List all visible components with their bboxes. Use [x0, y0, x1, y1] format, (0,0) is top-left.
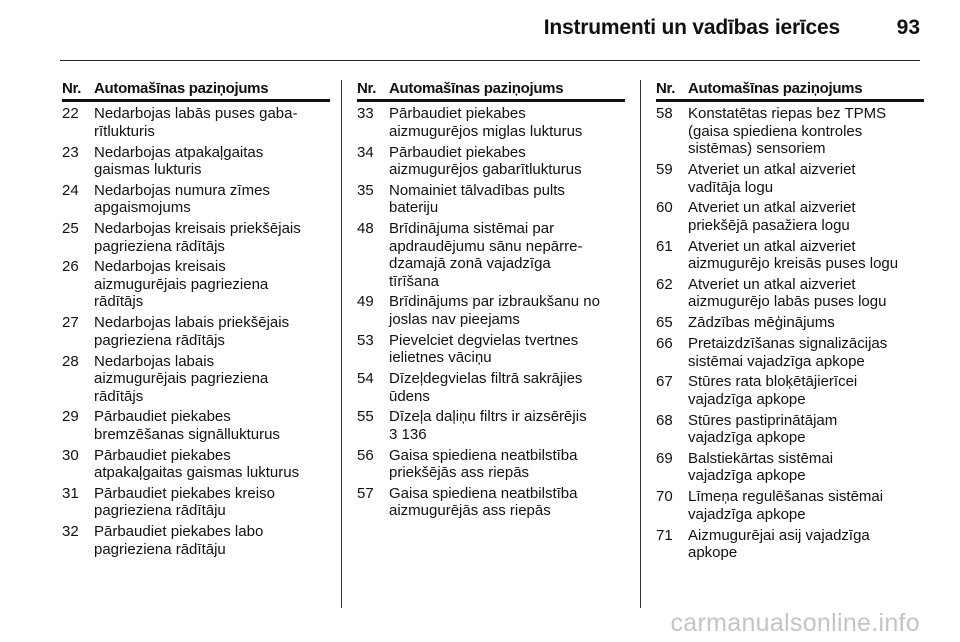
message-number: 56 — [357, 446, 374, 464]
table-header — [357, 80, 625, 102]
table-row — [656, 161, 924, 196]
table-row — [62, 447, 330, 482]
table-row — [656, 199, 924, 234]
message-number: 59 — [656, 161, 673, 179]
message-number: 61 — [656, 237, 673, 255]
message-text: Pārbaudiet piekabes kreiso pagrieziena rādītāju — [94, 484, 275, 520]
message-text: Nedarbojas numura zīmes apgaismojums — [94, 181, 270, 217]
message-number: 26 — [62, 258, 79, 276]
message-number: 71 — [656, 526, 673, 544]
message-text: Līmeņa regulēšanas sistēmai vajadzīga apkope — [688, 488, 884, 523]
message-text: Atveriet un atkal aizveriet vadītāja logu — [688, 161, 856, 196]
message-text: Nedarbojas atpakaļgaitas gaismas lukturis — [94, 143, 264, 179]
message-number: 54 — [357, 370, 374, 388]
message-number: 69 — [656, 449, 673, 467]
message-number: 67 — [656, 373, 673, 391]
message-table-column-3 — [656, 80, 924, 562]
table-row — [656, 527, 924, 562]
table-row — [357, 144, 625, 179]
message-text: Aizmugurējai asij vajadzīga apkope — [688, 526, 870, 562]
message-number: 53 — [357, 331, 374, 349]
table-row — [357, 408, 625, 443]
table-row — [62, 182, 330, 217]
message-text: Nomainiet tālvadības pults bateriju — [389, 181, 565, 217]
table-row — [656, 238, 924, 273]
message-number: 58 — [656, 105, 673, 123]
message-number: 55 — [357, 408, 374, 426]
table-row — [656, 276, 924, 311]
table-row — [656, 450, 924, 485]
message-number: 23 — [62, 143, 79, 161]
table-row — [656, 373, 924, 408]
table-row — [62, 485, 330, 520]
message-text: Stūres rata bloķētājierīcei vajadzīga apkope — [688, 373, 858, 408]
message-number: 33 — [357, 105, 374, 123]
message-text: Nedarbojas kreisais aizmugurējais pagrieziena rādītājs — [94, 258, 269, 311]
nr-header: Nr. — [656, 80, 676, 97]
table-row — [656, 105, 924, 158]
message-number: 32 — [62, 523, 79, 541]
message-text: Pretaizdzīšanas signalizācijas sistēmai vajadzīga apkope — [688, 335, 888, 370]
page-title: Instrumenti un vadības ierīces — [543, 16, 840, 39]
page-number: 93 — [896, 16, 920, 39]
message-number: 68 — [656, 411, 673, 429]
message-text: Stūres pastiprinātājam vajadzīga apkope — [688, 411, 838, 447]
column-divider — [640, 80, 641, 608]
message-number: 70 — [656, 488, 673, 506]
header-divider — [60, 60, 920, 61]
message-number: 49 — [357, 293, 374, 311]
message-number: 57 — [357, 484, 374, 502]
message-text: Gaisa spiediena neatbilstība priekšējās ass riepās — [389, 446, 578, 482]
message-text: Pārbaudiet piekabes atpakaļgaitas gaismas lukturus — [94, 446, 300, 482]
message-text: Pārbaudiet piekabes aizmugurējos gabarītlukturus — [389, 143, 582, 179]
message-text: Zādzības mēģinājums — [688, 314, 835, 332]
message-text: Gaisa spiediena neatbilstība aizmugurējās ass riepās — [389, 484, 578, 520]
message-number: 24 — [62, 181, 79, 199]
message-number: 25 — [62, 220, 79, 238]
table-row — [656, 488, 924, 523]
message-table-column-2 — [357, 80, 625, 520]
table-row — [357, 485, 625, 520]
message-text: Atveriet un atkal aizveriet priekšējā pasažiera logu — [688, 199, 856, 234]
message-text: Atveriet un atkal aizveriet aizmugurējo kreisās puses logu — [688, 237, 899, 273]
message-text: Nedarbojas labās puses gaba- rītlukturis — [94, 105, 298, 140]
message-number: 60 — [656, 199, 673, 217]
table-row — [357, 370, 625, 405]
message-text: Pārbaudiet piekabes bremzēšanas signāllukturus — [94, 408, 280, 443]
message-number: 29 — [62, 408, 79, 426]
table-row — [62, 105, 330, 140]
table-row — [357, 105, 625, 140]
message-text: Brīdinājums par izbraukšanu no joslas nav pieejams — [389, 293, 600, 328]
message-text: Dīzeļa daļiņu filtrs ir aizsērējis 3 136 — [389, 408, 587, 443]
table-row — [357, 332, 625, 367]
table-header — [62, 80, 330, 102]
message-number: 30 — [62, 446, 79, 464]
table-row — [62, 314, 330, 349]
message-header: Automašīnas paziņojums — [688, 80, 863, 97]
message-text: Atveriet un atkal aizveriet aizmugurējo labās puses logu — [688, 275, 887, 311]
table-row — [656, 314, 924, 332]
message-number: 65 — [656, 314, 673, 332]
watermark: carmanualsonline.info — [670, 609, 920, 637]
message-number: 28 — [62, 352, 79, 370]
table-row — [62, 220, 330, 255]
message-number: 34 — [357, 143, 374, 161]
message-number: 22 — [62, 105, 79, 123]
table-row — [62, 144, 330, 179]
table-header — [656, 80, 924, 102]
message-table-column-1 — [62, 80, 330, 558]
message-text: Dīzeļdegvielas filtrā sakrājies ūdens — [389, 370, 583, 405]
table-row — [656, 412, 924, 447]
nr-header: Nr. — [62, 80, 82, 97]
message-number: 66 — [656, 335, 673, 353]
message-number: 48 — [357, 220, 374, 238]
column-divider — [341, 80, 342, 608]
nr-header: Nr. — [357, 80, 377, 97]
message-text: Pievelciet degvielas tvertnes ielietnes vāciņu — [389, 331, 579, 367]
message-text: Konstatētas riepas bez TPMS (gaisa spiediena kontroles sistēmas) sensoriem — [688, 105, 887, 158]
message-number: 35 — [357, 181, 374, 199]
table-row — [62, 408, 330, 443]
message-header: Automašīnas paziņojums — [389, 80, 564, 97]
table-row — [656, 335, 924, 370]
message-text: Nedarbojas labais priekšējais pagrieziena rādītājs — [94, 314, 290, 349]
table-row — [62, 353, 330, 406]
table-row — [357, 447, 625, 482]
message-text: Pārbaudiet piekabes aizmugurējos miglas lukturus — [389, 105, 583, 140]
message-text: Nedarbojas labais aizmugurējais pagrieziena rādītājs — [94, 352, 269, 405]
message-text: Brīdinājuma sistēmai par apdraudējumu sānu nepārre- dzamajā zonā vajadzīga tīrīšana — [389, 220, 583, 290]
message-text: Pārbaudiet piekabes labo pagrieziena rādītāju — [94, 523, 264, 558]
table-row — [357, 182, 625, 217]
table-row — [62, 258, 330, 311]
message-number: 31 — [62, 484, 79, 502]
table-row — [357, 293, 625, 328]
table-row — [357, 220, 625, 290]
message-number: 27 — [62, 314, 79, 332]
message-text: Balstiekārtas sistēmai vajadzīga apkope — [688, 449, 834, 485]
table-row — [62, 523, 330, 558]
message-header: Automašīnas paziņojums — [94, 80, 269, 97]
message-text: Nedarbojas kreisais priekšējais pagrieziena rādītājs — [94, 220, 301, 255]
message-number: 62 — [656, 275, 673, 293]
